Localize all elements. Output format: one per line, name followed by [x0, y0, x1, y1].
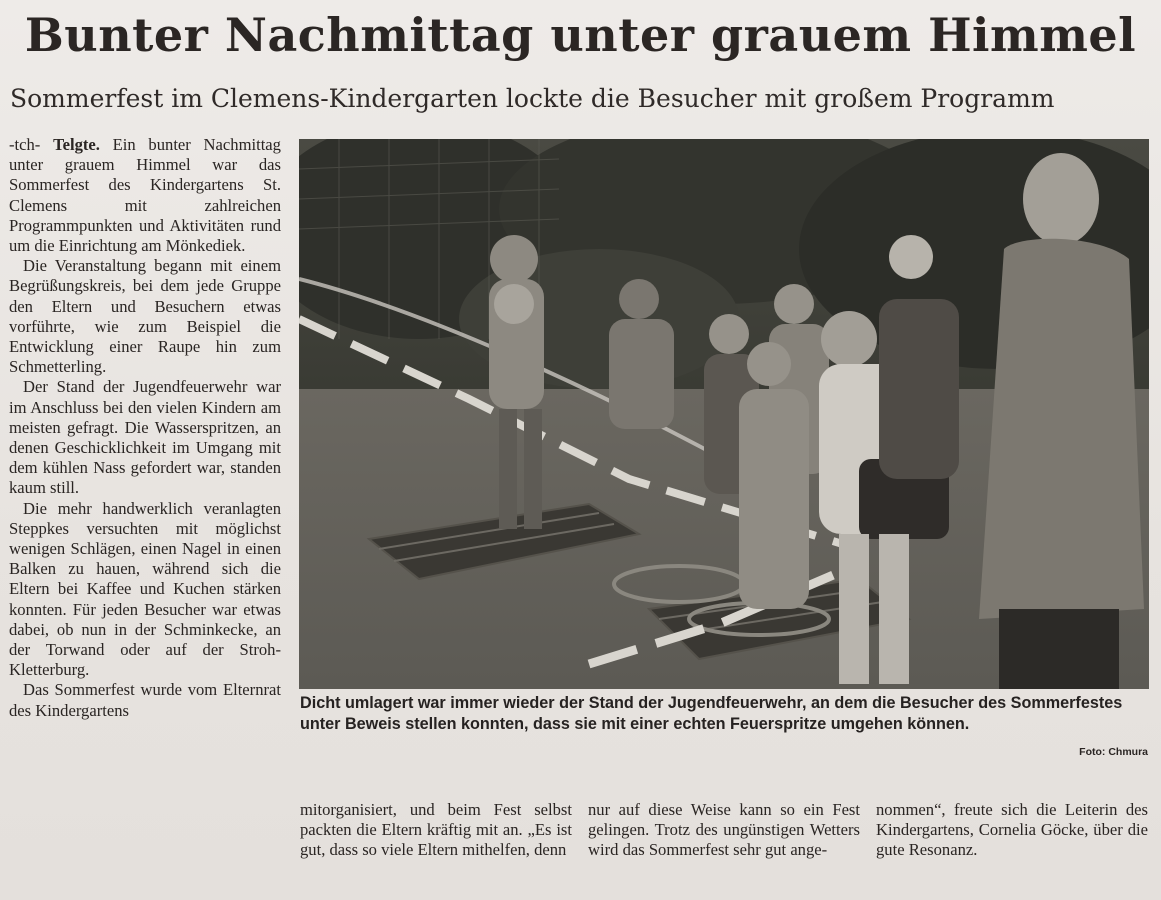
article-column-3: [588, 800, 860, 861]
photo-credit: Foto: Chmura: [1079, 746, 1148, 758]
article-paragraph: [9, 135, 281, 256]
dateline: Telgte.: [53, 135, 100, 154]
article-column-4: [876, 800, 1148, 861]
paragraph-text: Ein bunter Nachmittag unter grauem Himmel war das Sommerfest des Kindergartens St. Clemens mit zahlreichen Programmpunkten und Aktivitäten rund um die Einrichtung am Mönkediek.: [9, 135, 281, 256]
photo-illustration: [299, 139, 1149, 689]
article-paragraph: Die Veranstaltung begann mit einem Begrüßungskreis, bei dem jede Gruppe den Eltern und Besuchern etwas vorführte, wie zum Beispiel die Entwicklung einer Raupe hin zum Schmetterling.: [9, 256, 281, 377]
article-paragraph: mitorganisiert, und beim Fest selbst packten die Eltern kräftig mit an. „Es ist gut, dass so viele Eltern mithelfen, denn: [300, 800, 572, 860]
article-paragraph: Die mehr handwerklich veranlagten Steppkes versuchten mit möglichst wenigen Schlägen, einen Nagel in einen Balken zu hauen, während sich die Eltern bei Kaffee und Kuchen stärken konnten. Für jeden Besucher war etwas dabei, ob nun in der Schminkecke, an der Torwand oder auf der Stroh-Kletterburg.: [9, 498, 281, 680]
subheadline: Sommerfest im Clemens-Kindergarten lockte die Besucher mit großem Programm: [10, 84, 1055, 113]
article-paragraph: nommen“, freute sich die Leiterin des Kindergartens, Cornelia Göcke, über die gute Resonanz.: [876, 800, 1148, 860]
article-paragraph: nur auf diese Weise kann so ein Fest gelingen. Trotz des ungünstigen Wetters wird das Sommerfest sehr gut ange-: [588, 800, 860, 860]
byline: -tch-: [9, 135, 41, 154]
headline: Bunter Nachmittag unter grauem Himmel: [24, 8, 1137, 62]
article-paragraph: Der Stand der Jugendfeuerwehr war im Anschluss bei den vielen Kindern am meisten gefragt. Die Wasserspritzen, an denen Geschicklichkeit im Umgang mit dem kühlen Nass gefordert war, standen kaum still.: [9, 377, 281, 498]
news-photo: [299, 139, 1149, 689]
article-paragraph: Das Sommerfest wurde vom Elternrat des Kindergartens: [9, 680, 281, 720]
article-column-1: [9, 135, 281, 721]
article-column-2: [300, 800, 572, 861]
photo-caption: Dicht umlagert war immer wieder der Stand der Jugendfeuerwehr, an dem die Besucher des Sommerfestes unter Beweis stellen konnten, dass sie mit einer echten Feuerspritze umgehen können.: [300, 694, 1123, 733]
